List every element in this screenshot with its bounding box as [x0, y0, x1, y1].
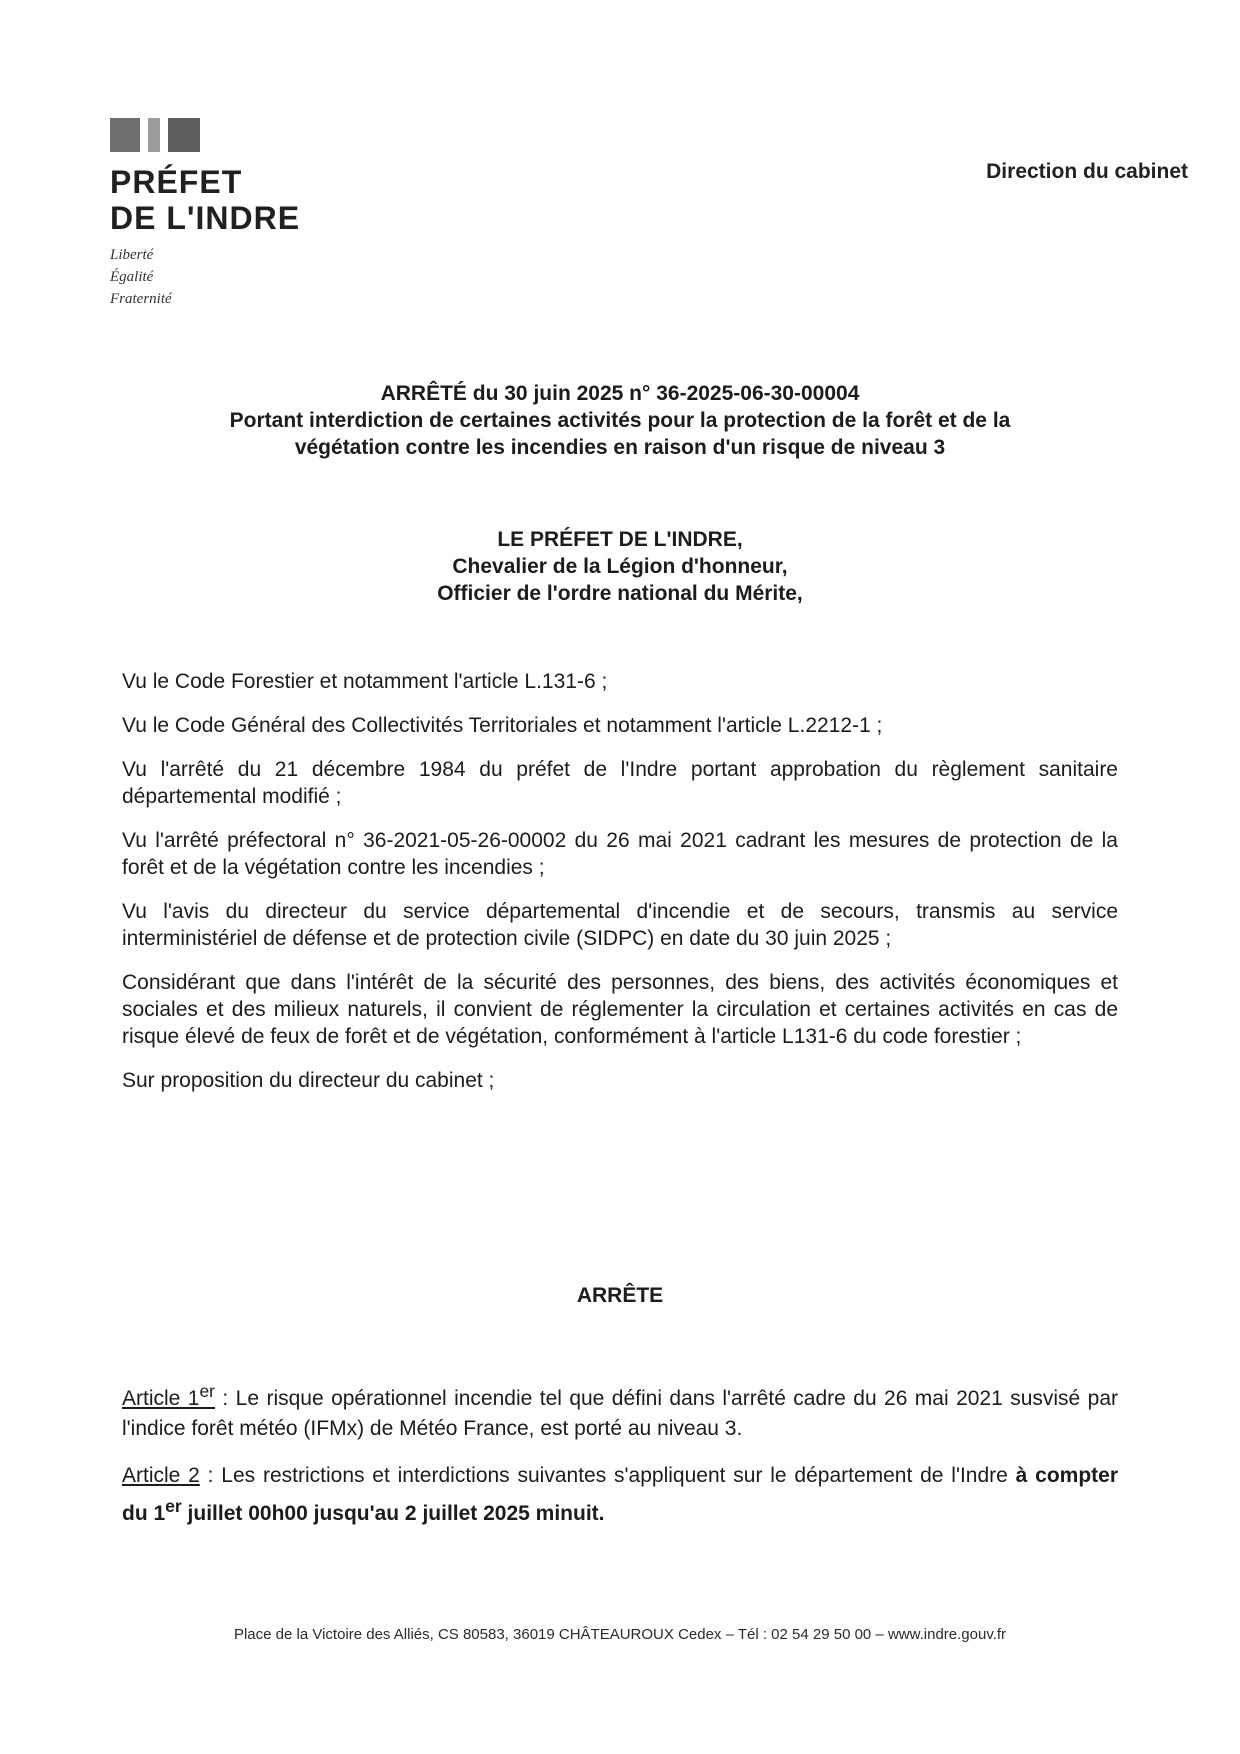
direction-label: Direction du cabinet	[986, 160, 1188, 183]
arrete-title-line3: végétation contre les incendies en raison d'un risque de niveau 3	[294, 436, 946, 459]
authority-line2: Chevalier de la Légion d'honneur,	[452, 555, 788, 578]
articles-block	[122, 1376, 1118, 1546]
article-2-dates: à compter du 1er juillet 00h00 jusqu'au 2 juillet 2025 minuit.	[122, 1464, 1118, 1525]
article-2-text: : Les restrictions et interdictions suivantes s'appliquent sur le département de l'Indre	[199, 1464, 1016, 1487]
visa-paragraph: Vu l'arrêté préfectoral n° 36-2021-05-26-00002 du 26 mai 2021 cadrant les mesures de protection de la forêt et de la végétation contre les incendies ;	[122, 829, 1118, 879]
arrete-decide-heading: ARRÊTE	[576, 1284, 664, 1307]
prefet-line2: DE L'INDRE	[110, 200, 301, 236]
marianne-flag-icon	[110, 118, 300, 152]
footer-address: Place de la Victoire des Alliés, CS 80583, 36019 CHÂTEAUROUX Cedex – Tél : 02 54 29 50 00 – www.indre.gouv.fr	[233, 1626, 1007, 1643]
prefecture-logo	[110, 118, 300, 310]
authority-block	[0, 526, 1240, 607]
prefet-title	[110, 164, 300, 236]
article-1	[122, 1376, 1118, 1444]
arrete-title	[0, 380, 1240, 461]
article-1-text: : Le risque opérationnel incendie tel que défini dans l'arrêté cadre du 26 mai 2021 susvisé par l'indice forêt météo (IFMx) de Météo France, est porté au niveau 3.	[122, 1387, 1118, 1440]
article-2	[122, 1461, 1118, 1529]
article-2-label: Article 2	[122, 1464, 200, 1487]
arrete-title-line2: Portant interdiction de certaines activités pour la protection de la forêt et de la	[229, 409, 1011, 432]
authority-line3: Officier de l'ordre national du Mérite,	[437, 582, 803, 605]
visa-paragraph: Vu le Code Général des Collectivités Territoriales et notamment l'article L.2212-1 ;	[122, 714, 883, 737]
visa-paragraph: Vu l'arrêté du 21 décembre 1984 du préfet de l'Indre portant approbation du règlement sanitaire départemental modifié ;	[122, 758, 1118, 808]
prefet-line1: PRÉFET	[110, 164, 243, 200]
devise-fraternite: Fraternité	[110, 291, 172, 307]
visa-paragraph: Vu l'avis du directeur du service départemental d'incendie et de secours, transmis au service interministériel de défense et de protection civile (SIDPC) en date du 30 juin 2025 ;	[122, 900, 1118, 950]
visa-paragraph: Vu le Code Forestier et notamment l'article L.131-6 ;	[122, 670, 608, 693]
article-1-label: Article 1er	[122, 1381, 216, 1410]
devise	[110, 244, 300, 310]
proposition-paragraph: Sur proposition du directeur du cabinet ;	[122, 1069, 495, 1092]
authority-line1: LE PRÉFET DE L'INDRE,	[497, 528, 743, 551]
considerant-paragraph: Considérant que dans l'intérêt de la sécurité des personnes, des biens, des activités économiques et sociales et des milieux naturels, il convient de réglementer la circulation et certaines activités en cas de risque élevé de feux de forêt et de végétation, conformément à l'article L131-6 du code forestier ;	[122, 971, 1118, 1048]
visas-block	[122, 668, 1118, 1111]
devise-liberte: Liberté	[110, 247, 154, 263]
devise-egalite: Égalité	[110, 269, 154, 285]
arrete-title-line1: ARRÊTÉ du 30 juin 2025 n° 36-2025-06-30-00004	[380, 382, 860, 405]
